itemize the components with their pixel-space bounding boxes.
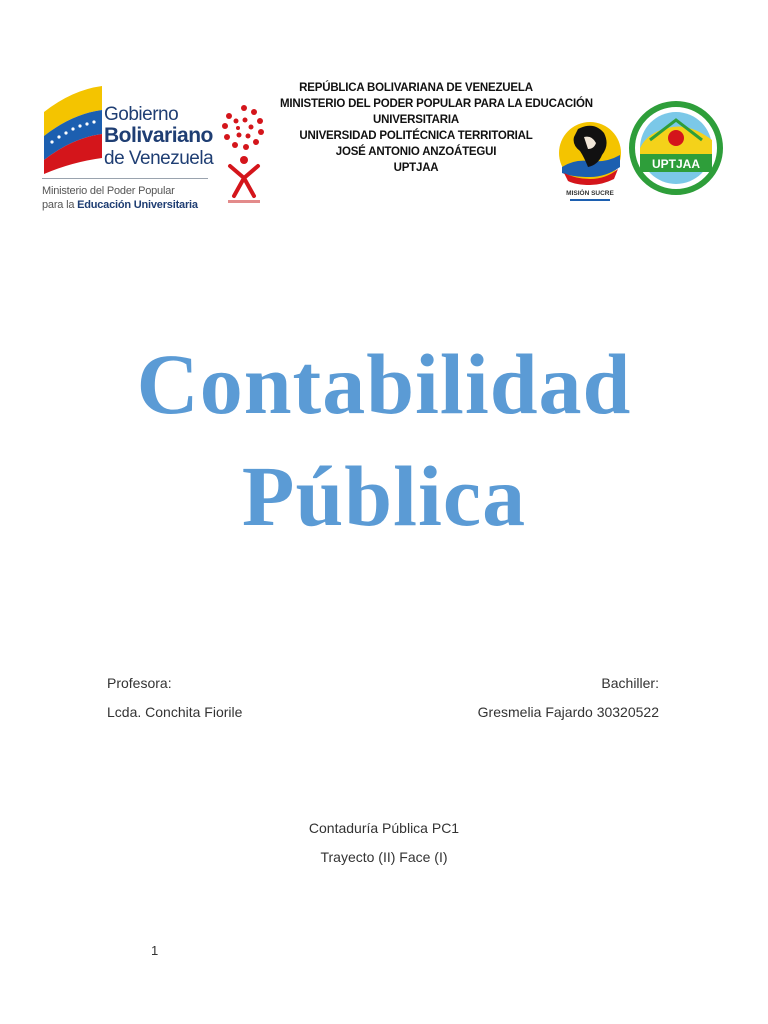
page-number: 1 — [151, 943, 159, 958]
student-label: Bachiller: — [601, 675, 659, 691]
institution-header-text — [280, 80, 593, 176]
gob-logo-line2: Bolivariano — [104, 124, 213, 147]
mision-sucre-logo-icon — [554, 115, 626, 205]
gob-logo-divider — [42, 178, 208, 179]
institution-line: UNIVERSIDAD POLITÉCNICA TERRITORIAL — [299, 130, 533, 142]
institution-line: MINISTERIO DEL PODER POPULAR PARA LA EDUCACIÓN — [280, 98, 593, 110]
institution-line: REPÚBLICA BOLIVARIANA DE VENEZUELA — [299, 82, 533, 94]
professor-label: Profesora: — [107, 675, 172, 691]
uptjaa-logo-icon — [628, 92, 724, 212]
gob-logo-ministry-line1: Ministerio del Poder Popular — [42, 185, 175, 197]
student-name: Gresmelia Fajardo 30320522 — [477, 704, 659, 720]
gob-logo-line3: de Venezuela — [104, 148, 214, 169]
title-line2: Pública — [241, 448, 527, 544]
gob-logo-line1: Gobierno — [104, 104, 179, 125]
mision-spiral-logo-icon — [218, 100, 270, 210]
course-name: Contaduría Pública PC1 — [308, 820, 460, 836]
institution-line: UNIVERSITARIA — [373, 114, 459, 126]
trayecto-info: Trayecto (II) Face (I) — [320, 849, 448, 865]
header — [0, 70, 768, 220]
uptjaa-logo-text: UPTJAA — [651, 157, 701, 171]
institution-line: JOSÉ ANTONIO ANZOÁTEGUI — [335, 146, 497, 158]
institution-line: UPTJAA — [393, 162, 439, 174]
venezuela-flag-icon — [42, 82, 104, 174]
sucre-logo-text: MISIÓN SUCRE — [566, 190, 614, 197]
professor-name: Lcda. Conchita Fiorile — [107, 704, 243, 720]
title-line1: Contabilidad — [136, 336, 632, 432]
gob-logo-ministry-line2: para la Educación Universitaria — [42, 199, 198, 211]
gobierno-bolivariano-logo — [40, 78, 215, 210]
document-title — [0, 328, 768, 552]
